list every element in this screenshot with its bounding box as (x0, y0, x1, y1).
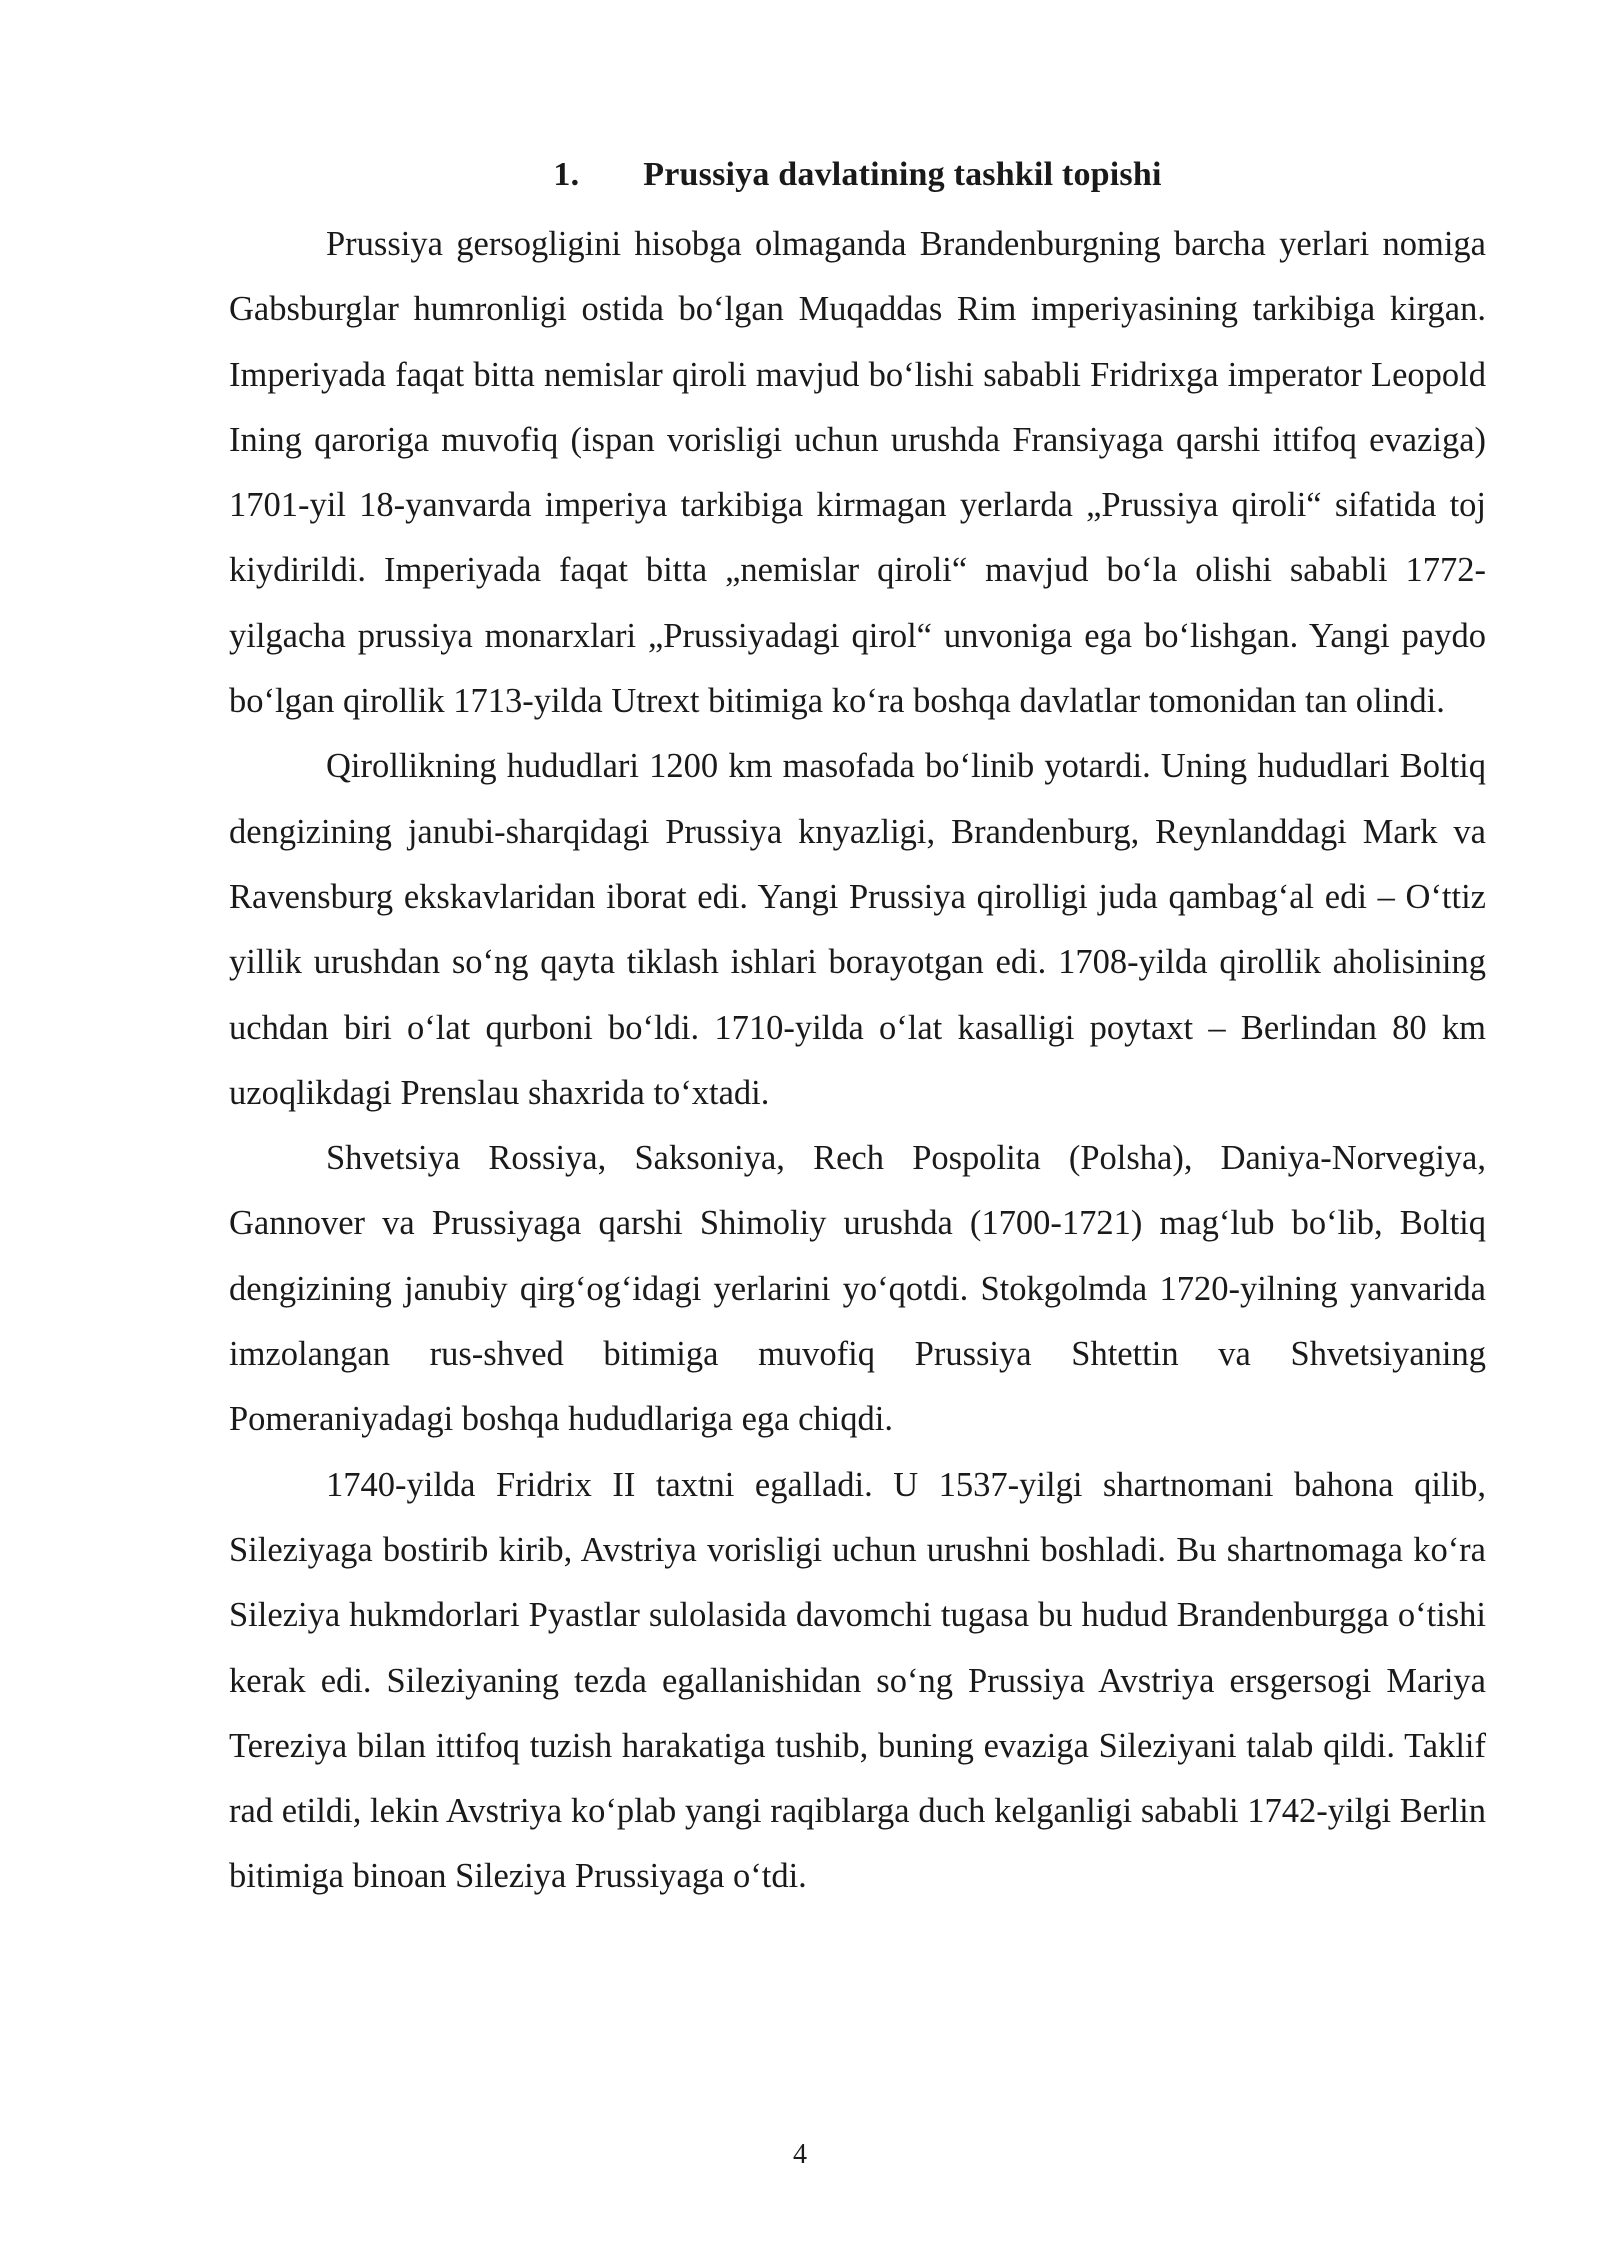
section-title: Prussiya davlatining tashkil topishi (643, 156, 1162, 193)
section-number: 1. (553, 156, 580, 193)
paragraph-1: Prussiya gersogligini hisobga olmaganda Brandenburgning barcha yerlari nomiga Gabsburglar humronligi ostida boʻlgan Muqaddas Rim imperiyasining tarkibiga kirgan. Imperiyada faqat bitta nemislar qiroli mavjud boʻlishi sababli Fridrixga imperator Leopold Ining qaroriga muvofiq (ispan vorisligi uchun urushda Fransiyaga qarshi ittifoq evaziga) 1701-yil 18-yanvarda imperiya tarkibiga kirmagan yerlarda „Prussiya qiroli“ sifatida toj kiydirildi. Imperiyada faqat bitta „nemislar qiroli“ mavjud boʻla olishi sababli 1772-yilgacha prussiya monarxlari „Prussiyadagi qirol“ unvoniga ega boʻlishgan. Yangi paydo boʻlgan qirollik 1713-yilda Utrext bitimiga koʻra boshqa davlatlar tomonidan tan olindi. (229, 225, 1486, 721)
document-page (229, 148, 1486, 1910)
section-heading (229, 148, 1486, 202)
paragraph-4: 1740-yilda Fridrix II taxtni egalladi. U 1537-yilgi shartnomani bahona qilib, Sileziyaga bostirib kirib, Avstriya vorisligi uchun urushni boshladi. Bu shartnomaga koʻra Sileziya hukmdorlari Pyastlar sulolasida davomchi tugasa bu hudud Brandenburgga oʻtishi kerak edi. Sileziyaning tezda egallanishidan soʻng Prussiya Avstriya ersgersogi Mariya Tereziya bilan ittifoq tuzish harakatiga tushib, buning evaziga Sileziyani talab qildi. Taklif rad etildi, lekin Avstriya koʻplab yangi raqiblarga duch kelganligi sababli 1742-yilgi Berlin bitimiga binoan Sileziya Prussiyaga oʻtdi. (229, 1465, 1486, 1896)
paragraph-2: Qirollikning hududlari 1200 km masofada boʻlinib yotardi. Uning hududlari Boltiq dengizining janubi-sharqidagi Prussiya knyazligi, Brandenburg, Reynlanddagi Mark va Ravensburg ekskavlaridan iborat edi. Yangi Prussiya qirolligi juda qambagʻal edi – Oʻttiz yillik urushdan soʻng qayta tiklash ishlari borayotgan edi. 1708-yilda qirollik aholisining uchdan biri oʻlat qurboni boʻldi. 1710-yilda oʻlat kasalligi poytaxt – Berlindan 80 km uzoqlikdagi Prenslau shaxrida toʻxtadi. (229, 747, 1486, 1112)
paragraph-3: Shvetsiya Rossiya, Saksoniya, Rech Pospolita (Polsha), Daniya-Norvegiya, Gannover va Prussiyaga qarshi Shimoliy urushda (1700-1721) magʻlub boʻlib, Boltiq dengizining janubiy qirgʻogʻidagi yerlarini yoʻqotdi. Stokgolmda 1720-yilning yanvarida imzolangan rus-shved bitimiga muvofiq Prussiya Shtettin va Shvetsiyaning Pomeraniyadagi boshqa hududlariga ega chiqdi. (229, 1139, 1486, 1439)
page-number: 4 (793, 2139, 807, 2170)
